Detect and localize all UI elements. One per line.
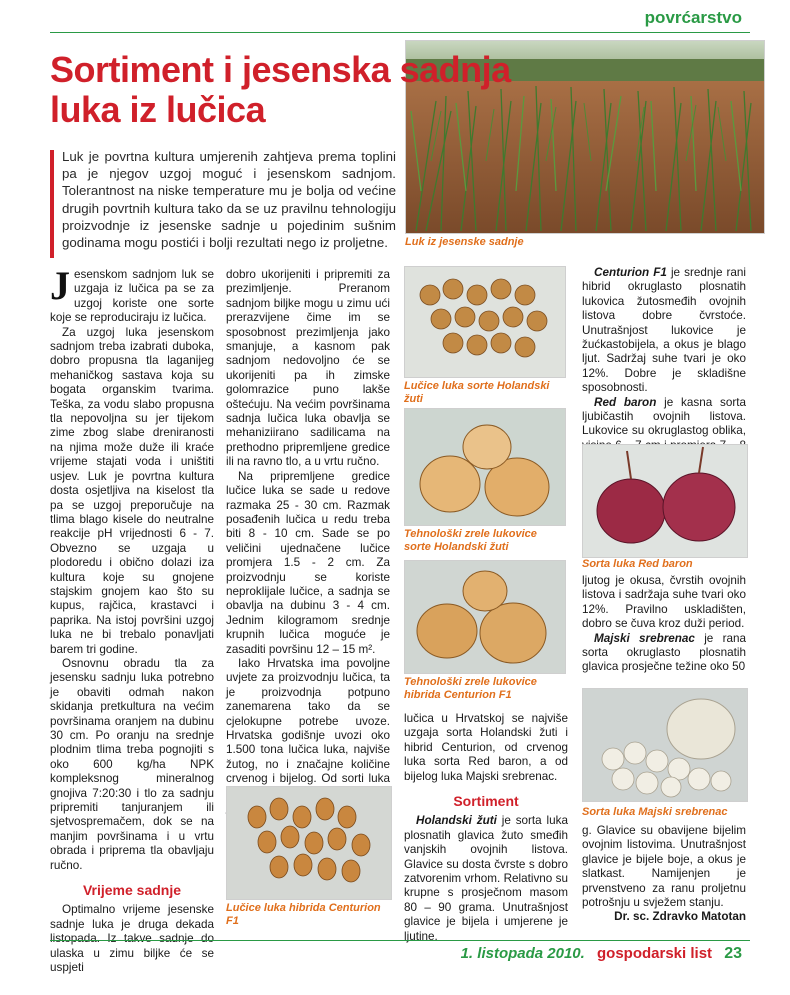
caption-field: Luk iz jesenske sadnje [405,236,524,248]
col3-paragraph-1: lučica u Hrvatskoj se najviše uzgaja sorta Holandski žuti i hibrid Centurion, od crvenog luka sorta Red baron, a od bijelog luka Majski srebrenac. [404,712,568,783]
text-column-1 [50,263,214,976]
caption-centurion-bulbs: Tehnološki zrele lukovice hibrida Centurion F1 [404,676,537,701]
footer [461,945,742,963]
col4-paragraph-1: je srednje rani hibrid okruglasto plosnatih lukovica žutosmeđih ovojnih listova dobre čvrstoće. Unutrašnjost lukovice je žućkastobijela, a okus je blago ljut. Sadržaj suhe tvari je oko 12%. Dobre je skladišne sposobnosti. [582,266,746,395]
lead-paragraph: Luk je povrtna kultura umjerenih zahtjeva prema toplini pa je njegov uzgoj moguć i jesenskom sadnjom. Tolerantnost na niske temperature mu je bolja od većine drugih povrtnih kultura tako da se uz pravilnu tehnologiju proizvodnje iz jesenske sadnje u pojedinim sušnim godinama mogu postići i bolji rezultati nego iz proljetne. [62,149,396,251]
caption-holandski-sets: Lučice luka sorte Holandski žuti [404,380,550,405]
col2-paragraph-2: Na pripremljene gredice lučice luka se sade u redove razmaka 25 - 30 cm. Razmak posađenih lučica u redu treba biti 8 - 10 cm. Sade se po veličini ujednačene lučice promjera 1.5 - 2 cm. Za proizvodnju se koriste neproklijale lučice, a sadnja se obavlja na dubinu 3 - 4 cm. Jednim kilogramom srednje krupnih lučica moguće je zasaditi površinu 12 – 15 m². [226,469,390,656]
issue-date: 1. listopada 2010. [460,945,585,962]
col1-paragraph-1: esenskom sadnjom luk se uzgaja iz lučica pa se za uzgoj koriste one sorte koje se reproduciraju iz lučica. [50,268,214,325]
col2-paragraph-1: dobro ukorijeniti i pripremiti za prezimljenje. Preranom sadnjom biljke mogu u zimu ući prerazvijene čime im se sposobnost prezimljenja jako smanjuje, a kasnom pak sadnjom nedovoljno će se ukorijeniti pa ih zimske golomrazice puno lakše oštećuju. Na većim površinama sadnja lučica luka obavlja se mehaniziirano sadilicama na prethodno pripremljene gredice ili na ravno tlo, a u vrtu ručno. [226,268,390,469]
variety-holandski: Holandski žuti [416,814,497,828]
text-column-4c [582,824,746,925]
text-column-3 [404,712,568,944]
col4-paragraph-5: g. Glavice su obavijene bijelim ovojnim listovima. Unutrašnjost glavice je bijele boje, a okus je slatkast. Namijenjen je prvenstveno za ranu proljetnu potrošnju u svježem stanju. [582,824,746,910]
top-divider [50,32,750,33]
variety-red-baron: Red baron [594,395,657,409]
col4-paragraph-2: je kasna sorta ljubičastih ovojnih listova. Lukovice su okruglastog oblika, [582,395,746,438]
title-line-2: luka iz lučica [50,89,266,130]
author: Dr. sc. Zdravko Matotan [614,910,746,924]
caption-holandski-bulbs: Tehnološki zrele lukovice sorte Holandski žuti [404,528,537,553]
text-column-2 [226,268,390,815]
section-label: povrćarstvo [644,8,742,27]
col2-paragraph-3: Iako Hrvatska ima povoljne uvjete za proizvodnju lučica, ta je proizvodnja potpuno zanemarena tako da se cjelokupne potrebe uvoze. Hrvatska godišnje uvozi oko 1.500 tona lučica luka, najviše žutog, no i značajne količine crvenog i bijelog. Od sorti luka [226,656,390,786]
magazine-name: gospodarski list [597,945,713,962]
col1-paragraph-3: Osnovnu obradu tla za jesensku sadnju luka potrebno je obaviti odmah nakon skidanja pretkultura na većim površinama oranjem na dubinu 30 cm. Po oranju na srednje plodnim tlima treba pognojiti s oko 600 kg/ha NPK kompleksnog mineralnog gnojiva 7:20:30 i tlo za sadnju pripremiti tanjuranjem ili sjetvospremačem, dok se na manjim površinama i u vrtu obrada i priprema tla obavljaju ručno. [50,656,214,872]
page-number: 23 [724,945,742,962]
caption-centurion-sets: Lučice luka hibrida Centurion F1 [226,902,381,927]
heading-vrijeme-sadnje: Vrijeme sadnje [82,882,182,899]
bottom-divider [50,940,750,941]
text-column-4 [582,266,746,468]
majski-srebrenac-photo [582,688,748,802]
holandski-sets-photo [404,266,566,378]
col1-paragraph-2: Za uzgoj luka jesenskom sadnjom treba izabrati duboka, dobro propusna tla laganijeg mehaničkog sastava koja su bogata organskim tvarima. Teška, za vodu slabo propusna tla nepovoljna su jer tijekom zime zbog slabe dreniranosti na njima može duže ili kraće vrijeme stajati voda i uništiti usjev. Luk je povrtna kultura dosta osjetljiva na kiselost tla pa se uzgoj preporučuje na tlima blago kisele do neutralne reakcije pH vrijednosti 6 - 7. Obvezno se uzgaja u plodoredu i obično dolazi iza kultura koje su gnojene stajskim gnojem kao što su kupus, rajčica, krastavci i paprika. Na istoj površini uzgoj luka ne bi trebalo ponavljati barem tri godine. [50,325,214,656]
article-title [50,50,550,130]
col4-paragraph-3: ljutog je okusa, čvrstih ovojnih listova i sadržaja suhe tvari oko 12%. Pravilno uskladišten, dobro se čuva kroz duži period. [582,574,746,631]
caption-majski: Sorta luka Majski srebrenac [582,806,728,818]
variety-majski: Majski srebrenac [594,631,695,645]
lead-accent-bar [50,150,54,258]
col1-paragraph-4: Optimalno vrijeme jesenske sadnje luka je druga dekada listopada. Iz takve sadnje do ulaska u zimu biljke će se uspjeti [50,903,214,975]
red-baron-photo [582,444,748,558]
caption-red-baron: Sorta luka Red baron [582,558,693,570]
col4-paragraph-4: je rana sorta okruglasto plosnatih glavica prosječne težine oko 50 [582,631,746,674]
col3-paragraph-2: je sorta luka plosnatih glavica žuto smeđih vanjskih ovojnih listova. Glavice su dosta čvrste s dobro zatvorenim vrhom. Relativno su krupne s prosječnom masom 80 – 90 grama. Unutrašnjost glavice je bijela i umjerene je ljutine. [404,814,568,943]
variety-centurion: Centurion F1 [594,266,667,279]
centurion-bulbs-photo [404,560,566,674]
heading-sortiment: Sortiment [453,793,519,810]
drop-cap: J [50,263,70,308]
title-line-1: Sortiment i jesenska sadnja [50,49,511,90]
holandski-bulbs-photo [404,408,566,526]
centurion-sets-photo [226,786,392,900]
text-column-4b [582,574,746,675]
